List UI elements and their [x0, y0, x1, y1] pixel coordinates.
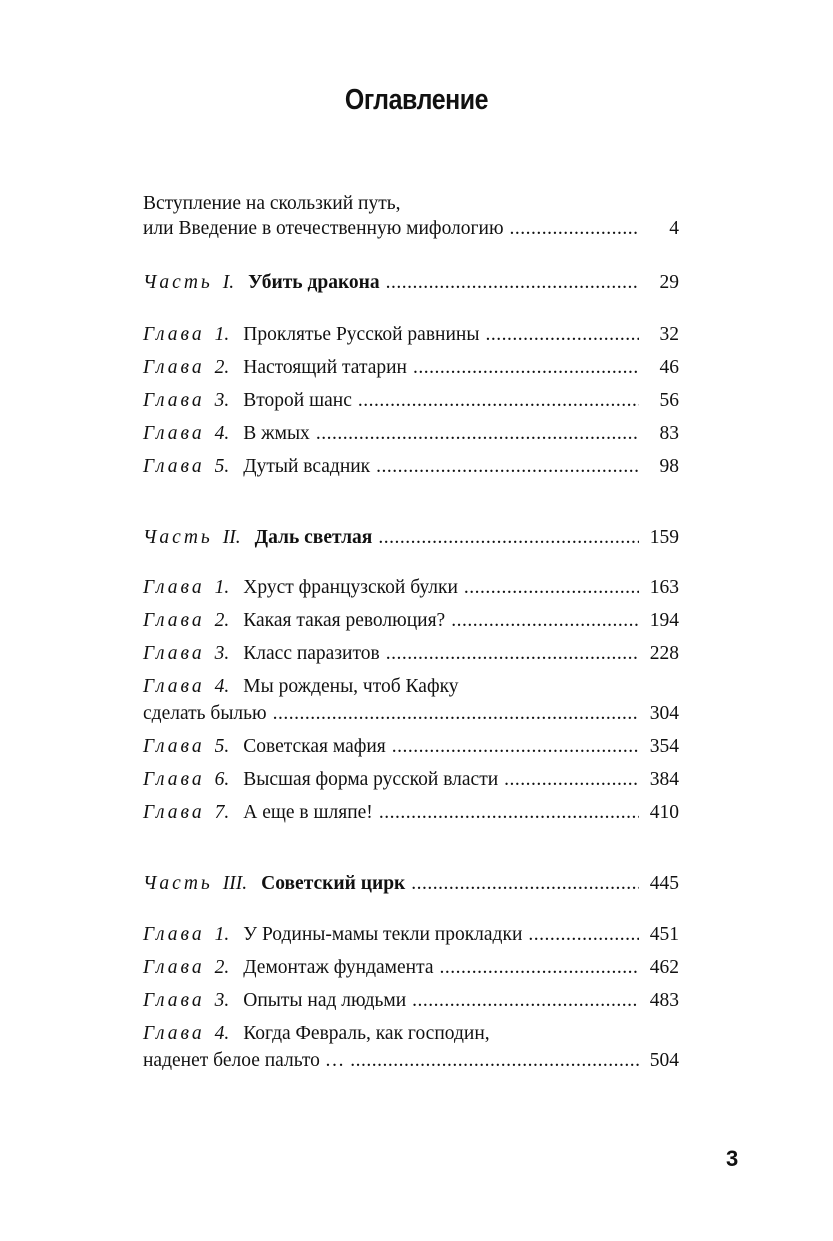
part-3-entry[interactable]	[143, 871, 679, 897]
page-title: Оглавление	[344, 84, 489, 116]
chapter-entry[interactable]	[143, 608, 679, 634]
chapter-page: 384	[649, 769, 679, 790]
chapter-label: Глава	[143, 456, 205, 477]
dot-leader	[411, 871, 639, 897]
chapter-page: 46	[659, 357, 679, 378]
chapter-entry[interactable]	[143, 641, 679, 667]
chapter-label: Глава	[143, 423, 205, 444]
intro-entry[interactable]	[143, 216, 679, 242]
chapter-title: Демонтаж фундамента	[243, 957, 434, 978]
chapter-entry[interactable]	[143, 421, 679, 447]
chapter-entry[interactable]	[143, 767, 679, 793]
intro-title-line1: Вступление на скользкий путь,	[143, 193, 401, 214]
chapter-number: 1.	[214, 924, 230, 945]
dot-leader	[528, 922, 639, 948]
part-page: 445	[649, 873, 679, 894]
chapter-page: 304	[649, 703, 679, 724]
dot-leader	[379, 800, 639, 826]
chapter-page: 483	[649, 990, 679, 1011]
chapter-number: 4.	[214, 423, 230, 444]
chapter-title: Второй шанс	[243, 390, 352, 411]
dot-leader	[273, 701, 639, 727]
chapter-number: 1.	[214, 577, 230, 598]
chapter-label: Глава	[143, 924, 205, 945]
chapter-title: Проклятье Русской равнины	[243, 324, 480, 345]
part-number: III.	[222, 873, 248, 894]
chapter-number: 5.	[214, 736, 230, 757]
chapter-page: 83	[659, 423, 679, 444]
chapter-entry-line1[interactable]	[143, 674, 679, 700]
chapter-entry[interactable]	[143, 988, 679, 1014]
chapter-number: 2.	[214, 610, 230, 631]
chapter-entry[interactable]	[143, 575, 679, 601]
chapter-number: 2.	[214, 957, 230, 978]
chapter-number: 3.	[214, 390, 230, 411]
chapter-entry[interactable]	[143, 388, 679, 414]
chapter-label: Глава	[143, 736, 205, 757]
chapter-number: 3.	[214, 643, 230, 664]
chapter-title: Когда Февраль, как господин,	[243, 1023, 490, 1044]
chapter-title-continued: сделать былью	[143, 703, 267, 724]
dot-leader	[358, 388, 639, 414]
chapter-page: 32	[659, 324, 679, 345]
chapter-title: Дутый всадник	[243, 456, 371, 477]
chapter-number: 5.	[214, 456, 230, 477]
chapter-page: 354	[649, 736, 679, 757]
chapter-number: 2.	[214, 357, 230, 378]
chapter-number: 1.	[214, 324, 230, 345]
chapter-title: Советская мафия	[243, 736, 386, 757]
dot-leader	[412, 988, 639, 1014]
dot-leader	[376, 454, 639, 480]
page-number: 3	[726, 1146, 739, 1171]
chapter-label: Глава	[143, 577, 205, 598]
chapter-page: 194	[649, 610, 679, 631]
chapter-page: 228	[649, 643, 679, 664]
dot-leader	[440, 955, 639, 981]
dot-leader	[378, 525, 639, 551]
chapter-number: 3.	[214, 990, 230, 1011]
dot-leader	[413, 355, 639, 381]
chapter-entry[interactable]	[143, 734, 679, 760]
chapter-title: Хруст французской булки	[243, 577, 458, 598]
chapter-title: Высшая форма русской власти	[243, 769, 499, 790]
chapter-title: Опыты над людьми	[243, 990, 407, 1011]
chapter-entry[interactable]	[143, 322, 679, 348]
chapter-page: 451	[649, 924, 679, 945]
part-label: Часть	[143, 527, 213, 548]
chapter-page: 504	[649, 1050, 679, 1071]
chapter-label: Глава	[143, 390, 205, 411]
chapter-label: Глава	[143, 643, 205, 664]
chapter-label: Глава	[143, 1023, 205, 1044]
chapter-title: В жмых	[243, 423, 310, 444]
part-2-entry[interactable]	[143, 525, 679, 551]
chapter-entry[interactable]	[143, 922, 679, 948]
part-label: Часть	[143, 272, 213, 293]
chapter-title: У Родины-мамы текли прокладки	[243, 924, 523, 945]
chapter-title: Класс паразитов	[243, 643, 380, 664]
chapter-label: Глава	[143, 990, 205, 1011]
dot-leader	[451, 608, 639, 634]
chapter-number: 6.	[214, 769, 230, 790]
dot-leader	[316, 421, 639, 447]
part-title: Советский цирк	[261, 873, 406, 894]
chapter-label: Глава	[143, 324, 205, 345]
chapter-title: Какая такая революция?	[243, 610, 446, 631]
chapter-label: Глава	[143, 610, 205, 631]
part-number: II.	[222, 527, 241, 548]
intro-line-1	[143, 191, 679, 217]
dot-leader	[464, 575, 639, 601]
dot-leader	[350, 1048, 639, 1074]
intro-page: 4	[669, 218, 679, 239]
chapter-label: Глава	[143, 769, 205, 790]
dot-leader	[485, 322, 639, 348]
part-1-entry[interactable]	[143, 270, 679, 296]
chapter-entry-line1[interactable]	[143, 1021, 679, 1047]
chapter-page: 163	[649, 577, 679, 598]
chapter-entry[interactable]	[143, 955, 679, 981]
chapter-title-continued: наденет белое пальто …	[143, 1050, 345, 1071]
dot-leader	[392, 734, 639, 760]
chapter-number: 4.	[214, 1023, 230, 1044]
chapter-entry-line2[interactable]	[143, 701, 679, 727]
part-title: Убить дракона	[248, 272, 380, 293]
part-page: 159	[649, 527, 679, 548]
chapter-number: 4.	[214, 676, 230, 697]
chapter-entry-line2[interactable]	[143, 1048, 679, 1074]
dot-leader	[510, 216, 639, 242]
dot-leader	[386, 641, 639, 667]
intro-title-line2: или Введение в отечественную мифологию	[143, 218, 504, 239]
chapter-page: 462	[649, 957, 679, 978]
chapter-entry[interactable]	[143, 355, 679, 381]
part-title: Даль светлая	[254, 527, 373, 548]
chapter-title: А еще в шляпе!	[243, 802, 373, 823]
chapter-page: 410	[649, 802, 679, 823]
dot-leader	[504, 767, 639, 793]
part-label: Часть	[143, 873, 213, 894]
chapter-page: 56	[659, 390, 679, 411]
part-page: 29	[659, 272, 679, 293]
chapter-label: Глава	[143, 802, 205, 823]
chapter-title: Мы рождены, чтоб Кафку	[243, 676, 459, 697]
chapter-page: 98	[659, 456, 679, 477]
chapter-label: Глава	[143, 676, 205, 697]
chapter-entry[interactable]	[143, 800, 679, 826]
chapter-title: Настоящий татарин	[243, 357, 407, 378]
chapter-label: Глава	[143, 357, 205, 378]
chapter-label: Глава	[143, 957, 205, 978]
chapter-entry[interactable]	[143, 454, 679, 480]
chapter-number: 7.	[214, 802, 230, 823]
part-number: I.	[222, 272, 235, 293]
dot-leader	[386, 270, 639, 296]
